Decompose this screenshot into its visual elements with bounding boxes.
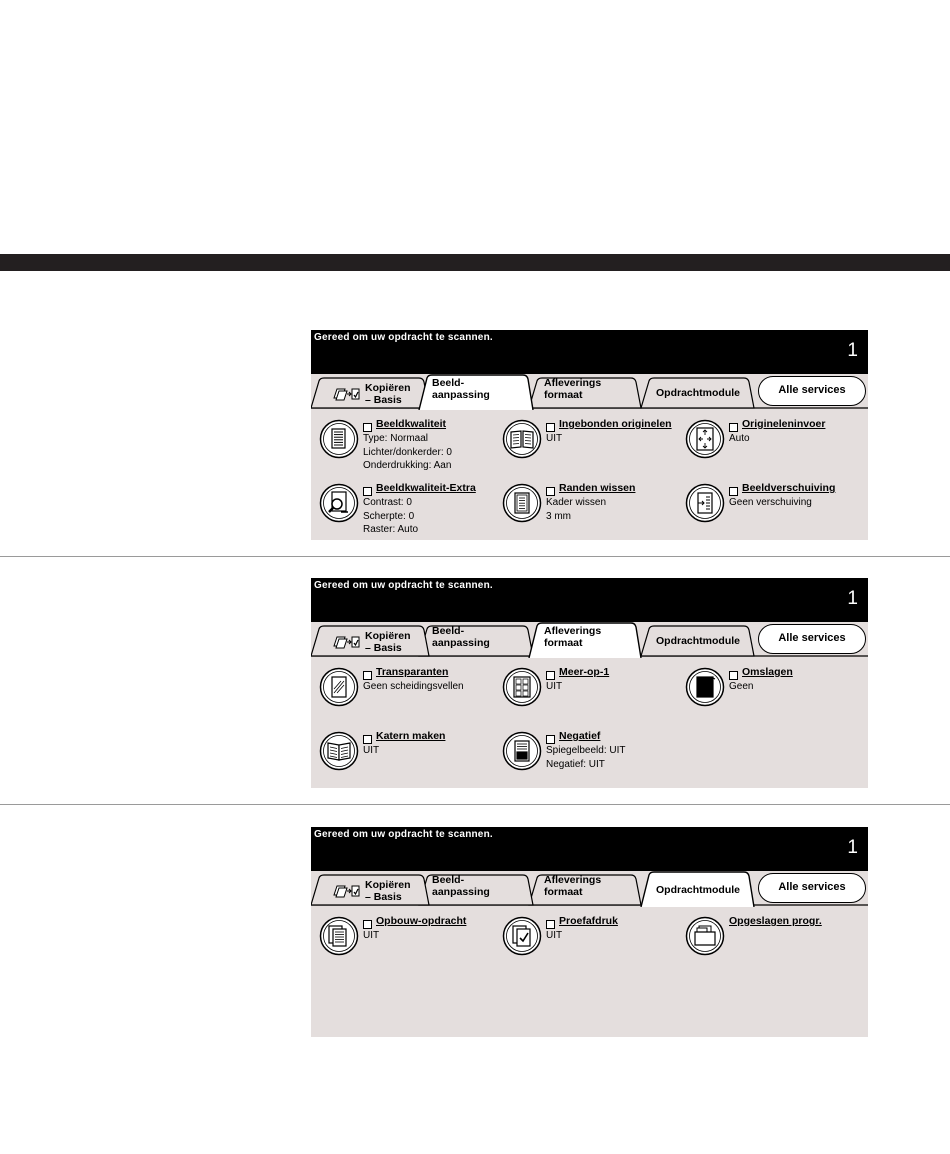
feature-checkbox[interactable] [729,423,738,432]
feature-checkbox[interactable] [363,671,372,680]
feature-settings [363,929,379,943]
feature-checkbox[interactable] [546,920,555,929]
feature-title[interactable]: Negatief [559,730,601,742]
tab-basis-label [365,630,411,654]
feature-button-proefafdruk[interactable] [502,916,542,956]
feature-button-origineleninvoer[interactable] [685,419,725,459]
booklet-icon [319,731,359,771]
scan-area-icon [685,419,725,459]
feature-button-meer-op-1[interactable] [502,667,542,707]
feature-omslagen [681,665,861,717]
feature-settings [546,680,562,694]
status-message: Gereed om uw opdracht te scannen. [314,580,493,591]
feature-setting-line: Geen verschuiving [729,497,812,508]
feature-setting-line: Contrast: 0 [363,497,412,508]
feature-button-beeldkwaliteit[interactable] [319,419,359,459]
copy-icon [333,883,361,899]
feature-beeldkwaliteit [315,417,495,469]
all-services-button[interactable]: Alle services [758,376,866,406]
feature-title[interactable]: Opbouw-opdracht [376,915,467,927]
tab-bar [311,622,868,658]
feature-settings [546,744,626,771]
status-message: Gereed om uw opdracht te scannen. [314,332,493,343]
stored-program-icon [685,916,725,956]
tab-opdracht[interactable] [647,622,748,656]
feature-settings [546,432,562,446]
feature-setting-line: Negatief: UIT [546,758,605,770]
sample-print-icon [502,916,542,956]
feature-beeldkwaliteit-extra [315,481,495,533]
tab-basis-label [365,879,411,903]
status-header [311,578,868,622]
multi-up-icon [502,667,542,707]
feature-setting-line: UIT [546,433,563,444]
feature-checkbox[interactable] [546,423,555,432]
feature-title[interactable]: Beeldkwaliteit-Extra [376,482,476,494]
feature-transparanten [315,665,495,717]
tab-opdracht-label: Opdrachtmodule [656,635,741,647]
feature-title[interactable]: Randen wissen [559,482,636,494]
tab-afleverings[interactable] [535,622,635,656]
tab-label-line: Kopiëren [365,382,411,394]
feature-button-opgeslagen[interactable] [685,916,725,956]
feature-checkbox[interactable] [729,487,738,496]
open-book-icon [502,419,542,459]
feature-button-transparanten[interactable] [319,667,359,707]
tab-opdracht[interactable] [647,374,748,408]
copy-icon [333,634,361,650]
tab-opdracht-label: Opdrachtmodule [656,387,741,399]
feature-settings [363,680,464,694]
edge-erase-icon [502,483,542,523]
section-divider [0,804,950,805]
feature-button-ingebonden[interactable] [502,419,542,459]
tab-label-line: Afleverings [544,625,602,637]
feature-setting-line: Scherpte: 0 [363,510,415,522]
tab-afleverings-label [544,625,601,649]
cover-icon [685,667,725,707]
feature-setting-line: UIT [363,745,380,756]
tab-basis[interactable] [311,374,423,408]
tab-label-line: aanpassing [432,637,490,649]
job-count: 1 [847,588,858,609]
copy-icon [333,386,361,402]
tab-label-line: Beeld- [432,625,465,637]
tab-label-line: formaat [544,389,583,401]
feature-setting-line: Onderdrukking: Aan [363,460,452,471]
tab-opdracht-label: Opdrachtmodule [656,884,741,896]
tab-beeld[interactable] [425,374,527,408]
tab-basis-label [365,382,411,406]
feature-setting-line: Type: Normaal [363,433,429,444]
touch-screen-panel [311,578,868,788]
tab-label-line: Afleverings [544,874,602,886]
tab-label-line: Beeld- [432,874,465,886]
tab-beeld[interactable] [425,871,527,905]
feature-button-omslagen[interactable] [685,667,725,707]
build-job-icon [319,916,359,956]
tab-beeld-label [432,625,490,649]
feature-title[interactable]: Opgeslagen progr. [729,915,822,927]
section-header-bar [0,254,950,271]
feature-checkbox[interactable] [729,671,738,680]
document-icon [319,419,359,459]
tab-label-line: formaat [544,886,583,898]
feature-beeldverschuiving [681,481,861,533]
tab-basis[interactable] [311,871,423,905]
feature-settings [546,929,562,943]
feature-button-beeldkwaliteit-extra[interactable] [319,483,359,523]
image-shift-icon [685,483,725,523]
tab-label-line: Afleverings [544,377,602,389]
feature-title[interactable]: Origineleninvoer [742,418,826,430]
feature-ingebonden [498,417,678,469]
feature-setting-line: Raster: Auto [363,524,419,535]
feature-button-beeldverschuiving[interactable] [685,483,725,523]
feature-setting-line: 3 mm [546,510,571,522]
feature-checkbox[interactable] [363,920,372,929]
feature-origineleninvoer [681,417,861,469]
job-count: 1 [847,340,858,361]
section-divider [0,556,950,557]
feature-setting-line: Spiegelbeeld: UIT [546,745,626,756]
feature-randen-wissen [498,481,678,533]
feature-settings [363,744,379,758]
tab-label-line: aanpassing [432,389,490,401]
negative-icon [502,731,542,771]
feature-checkbox[interactable] [546,671,555,680]
feature-setting-line: UIT [546,681,563,692]
tab-afleverings[interactable] [535,374,635,408]
feature-button-opbouw[interactable] [319,916,359,956]
feature-opbouw [315,914,495,966]
tab-label-line: Kopiëren [365,630,411,642]
feature-button-katern[interactable] [319,731,359,771]
job-count: 1 [847,837,858,858]
status-header [311,330,868,374]
touch-screen-panel [311,330,868,540]
feature-title[interactable]: Ingebonden originelen [559,418,672,430]
tab-beeld-label [432,377,490,401]
feature-checkbox[interactable] [363,735,372,744]
feature-meer-op-1 [498,665,678,717]
tab-label-line: Kopiëren [365,879,411,891]
feature-setting-line: Auto [729,433,750,444]
feature-settings [729,680,753,694]
tab-afleverings-label [544,377,601,401]
tab-afleverings-label [544,874,601,898]
tab-label-line: aanpassing [432,886,490,898]
tab-label-line: – Basis [365,394,402,406]
feature-setting-line: Geen [729,681,754,692]
tab-opdracht[interactable] [647,871,748,905]
feature-button-negatief[interactable] [502,731,542,771]
feature-proefafdruk [498,914,678,966]
feature-title[interactable]: Meer-op-1 [559,666,610,678]
status-header [311,827,868,871]
feature-katern [315,729,495,781]
tab-bar [311,374,868,410]
feature-setting-line: Lichter/donkerder: 0 [363,446,452,458]
feature-setting-line: Geen scheidingsvellen [363,681,464,692]
feature-title[interactable]: Omslagen [742,666,793,678]
feature-button-randen-wissen[interactable] [502,483,542,523]
touch-screen-panel [311,827,868,1037]
feature-settings [546,496,606,523]
feature-title[interactable]: Beeldkwaliteit [376,418,447,430]
feature-title[interactable]: Transparanten [376,666,449,678]
feature-opgeslagen [681,914,861,966]
feature-setting-line: UIT [546,930,563,941]
feature-title[interactable]: Proefafdruk [559,915,618,927]
all-services-button[interactable]: Alle services [758,624,866,654]
tab-label-line: formaat [544,637,583,649]
feature-setting-line: Kader wissen [546,497,607,508]
feature-settings [363,432,452,473]
feature-settings [729,432,750,446]
feature-setting-line: UIT [363,930,380,941]
feature-negatief [498,729,678,781]
feature-title[interactable]: Beeldverschuiving [742,482,836,494]
feature-checkbox[interactable] [546,735,555,744]
feature-checkbox[interactable] [546,487,555,496]
tab-beeld-label [432,874,490,898]
tab-label-line: – Basis [365,891,402,903]
feature-checkbox[interactable] [363,423,372,432]
tab-label-line: Beeld- [432,377,465,389]
feature-settings [363,496,418,537]
tab-beeld[interactable] [425,622,527,656]
feature-checkbox[interactable] [363,487,372,496]
feature-settings [729,496,812,510]
all-services-button[interactable]: Alle services [758,873,866,903]
status-message: Gereed om uw opdracht te scannen. [314,829,493,840]
tab-afleverings[interactable] [535,871,635,905]
tab-bar [311,871,868,907]
magnifier-document-icon [319,483,359,523]
tab-basis[interactable] [311,622,423,656]
feature-title[interactable]: Katern maken [376,730,446,742]
tab-label-line: – Basis [365,642,402,654]
transparency-icon [319,667,359,707]
